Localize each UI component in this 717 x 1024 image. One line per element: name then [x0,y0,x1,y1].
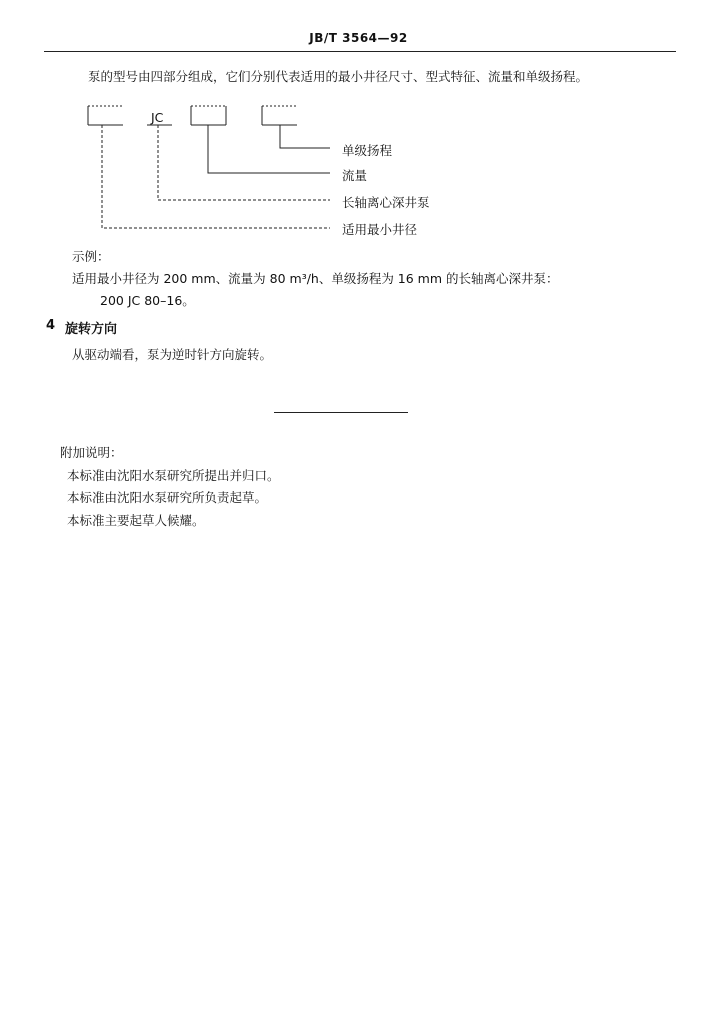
note-line: 本标准主要起草人候耀。 [67,513,205,528]
note-line: 本标准由沈阳水泵研究所提出并归口。 [67,468,280,483]
example-description: 适用最小井径为 200 mm、流量为 80 m³/h、单级扬程为 16 mm 的长轴离心深井泵： [72,271,559,286]
jc-label: JC [151,110,164,125]
example-code: 200 JC 80–16。 [100,293,195,308]
notes-heading: 附加说明： [60,445,123,460]
head-box [262,106,297,125]
section-number: 4 [46,318,56,333]
label-pump-type: 长轴离心深井泵 [342,195,430,210]
diameter-connector [102,125,330,228]
label-flow: 流量 [342,168,368,183]
head-connector [280,125,330,148]
section-body: 从驱动端看，泵为逆时针方向旋转。 [72,347,273,362]
intro-paragraph: 泵的型号由四部分组成，它们分别代表适用的最小井径尺寸、型式特征、流量和单级扬程。 [88,69,589,84]
label-min-well-diameter: 适用最小井径 [342,222,418,237]
note-line: 本标准由沈阳水泵研究所负责起草。 [67,490,268,505]
model-designation-diagram [0,0,717,250]
pump-connector [158,125,330,200]
label-single-stage-head: 单级扬程 [342,143,393,158]
flow-connector [208,125,330,173]
separator-rule [274,412,408,413]
example-heading: 示例： [72,249,110,264]
standard-code-header: JB/T 3564—92 [309,31,408,45]
section-title: 旋转方向 [65,322,118,337]
diameter-box [88,106,123,125]
flow-box [191,106,226,125]
